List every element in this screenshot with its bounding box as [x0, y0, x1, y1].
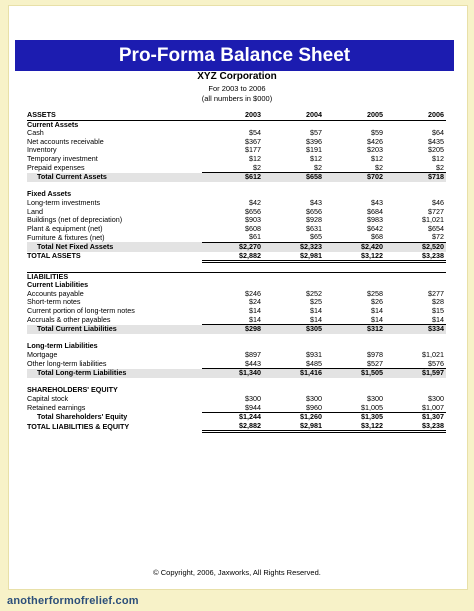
cell-value: $24	[249, 297, 261, 307]
row-label: Total Current Liabilities	[27, 325, 202, 334]
row-label: Furniture & fixtures (net)	[27, 232, 105, 242]
row-label: Fixed Assets	[27, 189, 72, 199]
row-label: Current Liabilities	[27, 280, 89, 290]
cell-value	[324, 262, 385, 273]
cell-value: $396	[306, 136, 322, 146]
row-label: Net accounts receivable	[27, 136, 104, 146]
cell-value: $12	[249, 153, 261, 163]
table-row	[27, 290, 446, 299]
spacer-row	[27, 182, 446, 191]
cell-value: $2	[324, 164, 385, 173]
cell-value: $656	[245, 206, 261, 216]
cell-value: $903	[245, 215, 261, 225]
cell-value: $1,505	[324, 369, 385, 378]
cell-value	[385, 272, 446, 281]
table-row	[27, 422, 446, 432]
cell-value: $43	[310, 197, 322, 207]
cell-value	[385, 262, 446, 273]
cell-value: $658	[263, 173, 324, 182]
cell-value: $1,005	[324, 404, 385, 413]
cell-value: $3,122	[324, 422, 385, 432]
cell-value	[385, 182, 446, 191]
cell-value: $64	[432, 128, 444, 138]
cell-value: $12	[432, 153, 444, 163]
spacer-row	[27, 262, 446, 273]
cell-value	[202, 262, 263, 273]
table-row	[27, 386, 446, 395]
cell-value: $246	[245, 288, 261, 298]
row-label: Temporary investment	[27, 153, 98, 163]
cell-value: $654	[428, 223, 444, 233]
cell-value: $61	[202, 233, 263, 242]
cell-value: $26	[371, 297, 383, 307]
cell-value: $1,021	[422, 350, 444, 360]
cell-value: $14	[263, 316, 324, 325]
balance-sheet-table	[27, 111, 446, 433]
cell-value: $1,307	[422, 412, 444, 422]
row-label: Capital stock	[27, 394, 69, 403]
cell-value: $2,981	[263, 422, 324, 432]
cell-value	[385, 334, 446, 343]
row-label: SHAREHOLDERS' EQUITY	[27, 385, 118, 395]
row-label: Long-term investments	[27, 197, 101, 207]
row-label	[27, 262, 202, 273]
cell-value: $2	[263, 164, 324, 173]
cell-value: $300	[428, 394, 444, 403]
cell-value: $631	[306, 223, 322, 233]
row-label: Plant & equipment (net)	[27, 223, 103, 233]
cell-value: $1,416	[263, 369, 324, 378]
table-row	[27, 120, 446, 129]
row-label: TOTAL LIABILITIES & EQUITY	[27, 421, 130, 431]
cell-value: $1,021	[422, 215, 444, 225]
cell-value	[324, 182, 385, 191]
cell-value: $277	[428, 288, 444, 298]
table-row	[27, 342, 446, 351]
table-row	[27, 173, 446, 182]
cell-value	[202, 272, 263, 281]
cell-value: $527	[324, 360, 385, 369]
year-header: 2006	[385, 111, 446, 120]
row-label: Land	[27, 206, 43, 216]
cell-value: $3,122	[324, 252, 385, 262]
cell-value: $897	[245, 350, 261, 360]
cell-value: $203	[367, 145, 383, 155]
year-header: 2004	[263, 111, 324, 120]
cell-value: $656	[306, 206, 322, 216]
cell-value	[263, 378, 324, 387]
cell-value: $367	[245, 136, 261, 146]
cell-value: $14	[202, 316, 263, 325]
cell-value: $702	[324, 173, 385, 182]
cell-value: $12	[310, 153, 322, 163]
cell-value: $65	[263, 233, 324, 242]
cell-value: $1,597	[385, 369, 446, 378]
cell-value: $300	[306, 394, 322, 403]
cell-value: $3,238	[385, 422, 446, 432]
cell-value	[263, 262, 324, 273]
row-label: Total Net Fixed Assets	[27, 242, 202, 251]
table-row	[27, 252, 446, 262]
cell-value: $2,520	[385, 242, 446, 251]
cell-value: $2,981	[263, 252, 324, 262]
cell-value: $1,340	[202, 369, 263, 378]
cell-value: $300	[245, 394, 261, 403]
cell-value	[202, 182, 263, 191]
cell-value	[263, 182, 324, 191]
assets-heading: ASSETS	[27, 111, 202, 120]
cell-value: $2,882	[202, 422, 263, 432]
cell-value: $576	[385, 360, 446, 369]
cell-value: $718	[385, 173, 446, 182]
cell-value: $2,420	[324, 242, 385, 251]
table-row	[27, 281, 446, 290]
cell-value	[324, 272, 385, 281]
cell-value	[385, 378, 446, 387]
cell-value	[263, 272, 324, 281]
row-label: Other long-term liabilities	[27, 358, 107, 368]
cell-value: $435	[428, 136, 444, 146]
cell-value: $43	[371, 197, 383, 207]
row-label: Short-term notes	[27, 297, 81, 307]
cell-value: $28	[432, 297, 444, 307]
table-row	[27, 155, 446, 164]
row-label: Total Long-term Liabilities	[27, 369, 202, 378]
row-label: Mortgage	[27, 350, 58, 360]
cell-value: $426	[367, 136, 383, 146]
cell-value: $608	[245, 223, 261, 233]
cell-value: $2,882	[202, 252, 263, 262]
cell-value: $298	[202, 325, 263, 334]
table-header-row	[27, 111, 446, 120]
period-text: For 2003 to 2006	[208, 84, 266, 93]
table-row	[27, 199, 446, 208]
table-row	[27, 272, 446, 281]
cell-value: $983	[367, 215, 383, 225]
cell-value: $191	[306, 145, 322, 155]
cell-value: $960	[263, 404, 324, 413]
row-label: Buildings (net of depreciation)	[27, 215, 123, 225]
cell-value: $25	[310, 297, 322, 307]
cell-value: $1,007	[385, 404, 446, 413]
cell-value: $14	[385, 316, 446, 325]
row-label: Prepaid expenses	[27, 162, 85, 172]
cell-value: $252	[306, 288, 322, 298]
cell-value: $642	[367, 223, 383, 233]
cell-value	[202, 334, 263, 343]
row-label: Retained earnings	[27, 402, 86, 412]
table-row	[27, 369, 446, 378]
year-header: 2003	[202, 111, 263, 120]
cell-value: $3,238	[385, 252, 446, 262]
company-name: XYZ Corporation	[197, 71, 277, 82]
cell-value: $46	[432, 197, 444, 207]
cell-value: $443	[202, 360, 263, 369]
cell-value: $59	[371, 128, 383, 138]
cell-value: $612	[202, 173, 263, 182]
cell-value: $14	[324, 316, 385, 325]
cell-value: $205	[428, 145, 444, 155]
cell-value: $928	[306, 215, 322, 225]
row-label: Accounts payable	[27, 288, 84, 298]
cell-value: $42	[249, 197, 261, 207]
cell-value: $2,323	[263, 242, 324, 251]
cell-value: $334	[385, 325, 446, 334]
cell-value: $258	[367, 288, 383, 298]
cell-value	[324, 334, 385, 343]
row-label: Inventory	[27, 145, 57, 155]
cell-value: $727	[428, 206, 444, 216]
watermark-text: anotherformofrelief.com	[7, 595, 139, 607]
table-row	[27, 395, 446, 404]
table-row	[27, 138, 446, 147]
row-label: Cash	[27, 128, 44, 138]
row-label: Long-term Liabilities	[27, 341, 98, 351]
page-title: Pro-Forma Balance Sheet	[15, 40, 454, 71]
copyright-text: © Copyright, 2006, Jaxworks, All Rights Reserved.	[153, 568, 321, 577]
cell-value	[202, 378, 263, 387]
table-row	[27, 325, 446, 334]
cell-value: $14	[371, 306, 383, 316]
cell-value: $305	[263, 325, 324, 334]
cell-value: $2	[385, 164, 446, 173]
cell-value: $1,305	[361, 412, 383, 422]
cell-value: $2,270	[202, 242, 263, 251]
row-label: TOTAL ASSETS	[27, 251, 81, 261]
cell-value: $312	[324, 325, 385, 334]
cell-value: $2	[202, 164, 263, 173]
cell-value: $944	[202, 404, 263, 413]
cell-value: $72	[385, 233, 446, 242]
cell-value: $931	[306, 350, 322, 360]
cell-value: $684	[367, 206, 383, 216]
row-label: Accruals & other payables	[27, 314, 111, 324]
cell-value: $15	[432, 306, 444, 316]
row-label: LIABILITIES	[27, 271, 69, 281]
cell-value: $12	[371, 153, 383, 163]
cell-value: $54	[249, 128, 261, 138]
cell-value: $1,244	[239, 412, 261, 422]
table-row	[27, 242, 446, 251]
row-label: Current Assets	[27, 119, 79, 129]
year-header: 2005	[324, 111, 385, 120]
row-label: Total Shareholders' Equity	[37, 411, 128, 421]
cell-value: $14	[310, 306, 322, 316]
row-label: Current portion of long-term notes	[27, 306, 135, 316]
table-row	[27, 413, 446, 422]
cell-value: $300	[367, 394, 383, 403]
cell-value: $485	[263, 360, 324, 369]
cell-value: $177	[245, 145, 261, 155]
row-label: Total Current Assets	[27, 173, 202, 182]
cell-value	[324, 378, 385, 387]
cell-value: $57	[310, 128, 322, 138]
cell-value: $1,260	[300, 412, 322, 422]
cell-value: $68	[324, 233, 385, 242]
cell-value	[263, 334, 324, 343]
cell-value: $14	[249, 306, 261, 316]
units-text: (all numbers in $000)	[201, 94, 273, 103]
cell-value: $978	[367, 350, 383, 360]
